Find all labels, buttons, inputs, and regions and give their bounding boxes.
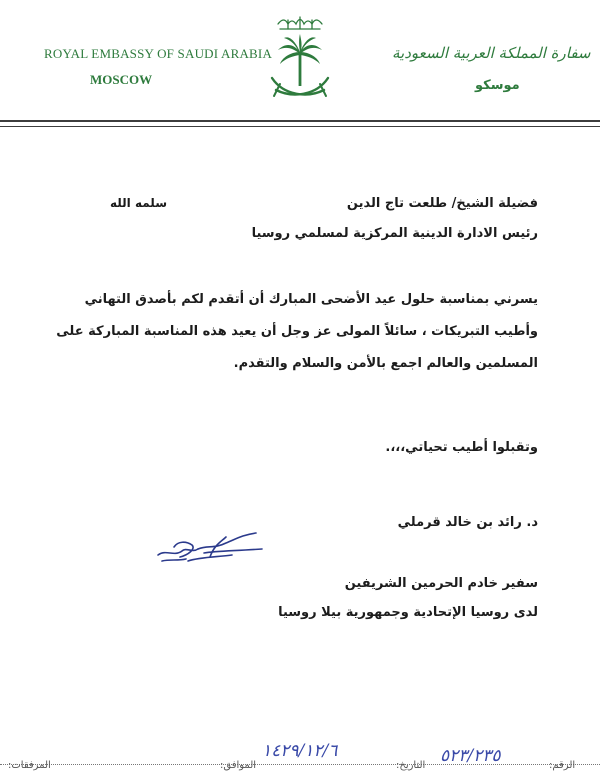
handwritten-date: ١٤٢٩/١٢/٦ (262, 741, 338, 761)
saudi-emblem-icon (266, 12, 334, 112)
paragraph-line: وأطيب التبريكات ، سائلاً المولى عز وجل أن يعيد هذه المناسبة المباركة على (56, 324, 538, 339)
attachments-label: المرفقات: (8, 760, 51, 771)
embassy-english-city: MOSCOW (90, 72, 153, 87)
closing: وتقبلوا أطيب تحياتي،،،. (385, 440, 538, 455)
letterhead-rule (0, 120, 600, 122)
footer-dotted-line (0, 764, 600, 765)
signatory-title-line-1: سفير خادم الحرمين الشريفين (344, 576, 538, 591)
paragraph-line: يسرني بمناسبة حلول عيد الأضحى المبارك أن أتقدم لكم بأصدق التهاني (84, 292, 538, 307)
paragraph-line: المسلمين والعالم اجمع بالأمن والسلام والتقدم. (233, 356, 538, 371)
embassy-arabic-city: موسكو (475, 78, 520, 93)
handwritten-signature (152, 527, 270, 581)
date-label: التاريخ: (396, 760, 426, 771)
blessing: سلمه الله (110, 196, 167, 210)
signatory-name: د. رائد بن خالد قرملي (397, 515, 538, 530)
reference-label: الرقم: (549, 760, 576, 771)
embassy-english-name: ROYAL EMBASSY OF SAUDI ARABIA (44, 46, 273, 61)
handwritten-reference-number: ٥٢٣/٢٣٥ (440, 746, 501, 766)
signatory-title-line-2: لدى روسيا الإتحادية وجمهورية بيلا روسيا (278, 605, 538, 620)
gregorian-date-label: الموافق: (220, 760, 257, 771)
recipient-title: رئيس الادارة الدينية المركزية لمسلمي روسيا (251, 226, 538, 241)
letterhead-rule-thin (0, 126, 600, 127)
embassy-arabic-name: سفارة المملكة العربية السعودية (392, 44, 591, 62)
salutation: فضيلة الشيخ/ طلعت تاج الدين (346, 196, 538, 211)
